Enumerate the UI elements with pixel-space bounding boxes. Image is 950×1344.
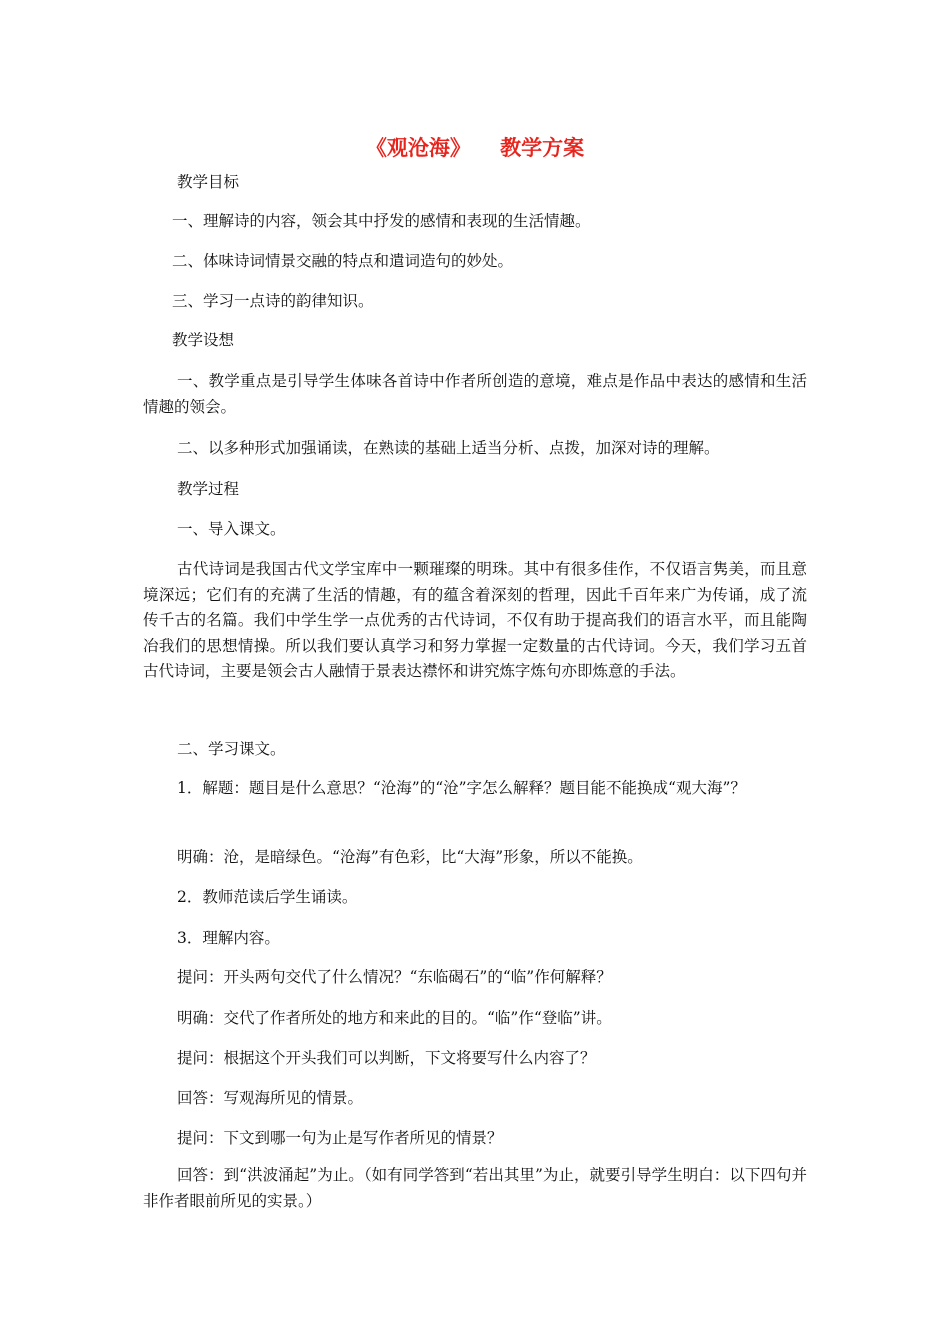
goal-item-3: 三、学习一点诗的韵律知识。 bbox=[172, 292, 374, 310]
answer-3: 回答：到“洪波涌起”为止。（如有同学答到“若出其里”为止，就要引导学生明白：以下四句并非作者眼前所见的实景。） bbox=[143, 1166, 807, 1210]
process-step-2: 二、学习课文。 bbox=[177, 740, 286, 758]
intro-paragraph: 古代诗词是我国古代文学宝库中一颗璀璨的明珠。其中有很多佳作，不仅语言隽美，而且意境深远；它们有的充满了生活的情趣，有的蕴含着深刻的哲理，因此千百年来广为传诵，成了流传千古的名篇。我们中学生学一点优秀的古代诗词，不仅有助于提高我们的语言水平，而且能陶冶我们的思想情操。所以我们要认真学习和努力掌握一定数量的古代诗词。今天，我们学习五首古代诗词，主要是领会古人融情于景表达襟怀和讲究炼字炼句亦即炼意的手法。 bbox=[143, 560, 807, 680]
concept-item-2: 二、以多种形式加强诵读，在熟读的基础上适当分析、点拨，加深对诗的理解。 bbox=[177, 439, 720, 457]
study-item-3: 3．理解内容。 bbox=[177, 929, 280, 947]
question-2: 提问：根据这个开头我们可以判断，下文将要写什么内容了？ bbox=[177, 1049, 596, 1067]
answer-1: 明确：交代了作者所处的地方和来此的目的。“临”作“登临”讲。 bbox=[177, 1009, 612, 1027]
study-item-2: 2．教师范读后学生诵读。 bbox=[177, 888, 358, 906]
concept-heading: 教学设想 bbox=[172, 331, 235, 349]
question-3: 提问：下文到哪一句为止是写作者所见的情景？ bbox=[177, 1129, 503, 1147]
document-title: 《观沧海》 教学方案 bbox=[365, 136, 585, 160]
process-step-1: 一、导入课文。 bbox=[177, 520, 286, 538]
goal-item-1: 一、理解诗的内容，领会其中抒发的感情和表现的生活情趣。 bbox=[172, 212, 591, 230]
concept-item-1: 一、教学重点是引导学生体味各首诗中作者所创造的意境，难点是作品中表达的感情和生活情趣的领会。 bbox=[143, 372, 807, 416]
question-1: 提问：开头两句交代了什么情况？“东临碣石”的“临”作何解释？ bbox=[177, 968, 612, 986]
answer-2: 回答：写观海所见的情景。 bbox=[177, 1089, 364, 1107]
goals-heading: 教学目标 bbox=[177, 173, 240, 191]
goal-item-2: 二、体味诗词情景交融的特点和遣词造句的妙处。 bbox=[172, 252, 514, 270]
process-heading: 教学过程 bbox=[177, 480, 240, 498]
study-answer-1: 明确：沧，是暗绿色。“沧海”有色彩，比“大海”形象，所以不能换。 bbox=[177, 848, 643, 866]
study-item-1: 1．解题：题目是什么意思？“沧海”的“沧”字怎么解释？题目能不能换成“观大海”？ bbox=[177, 779, 746, 797]
